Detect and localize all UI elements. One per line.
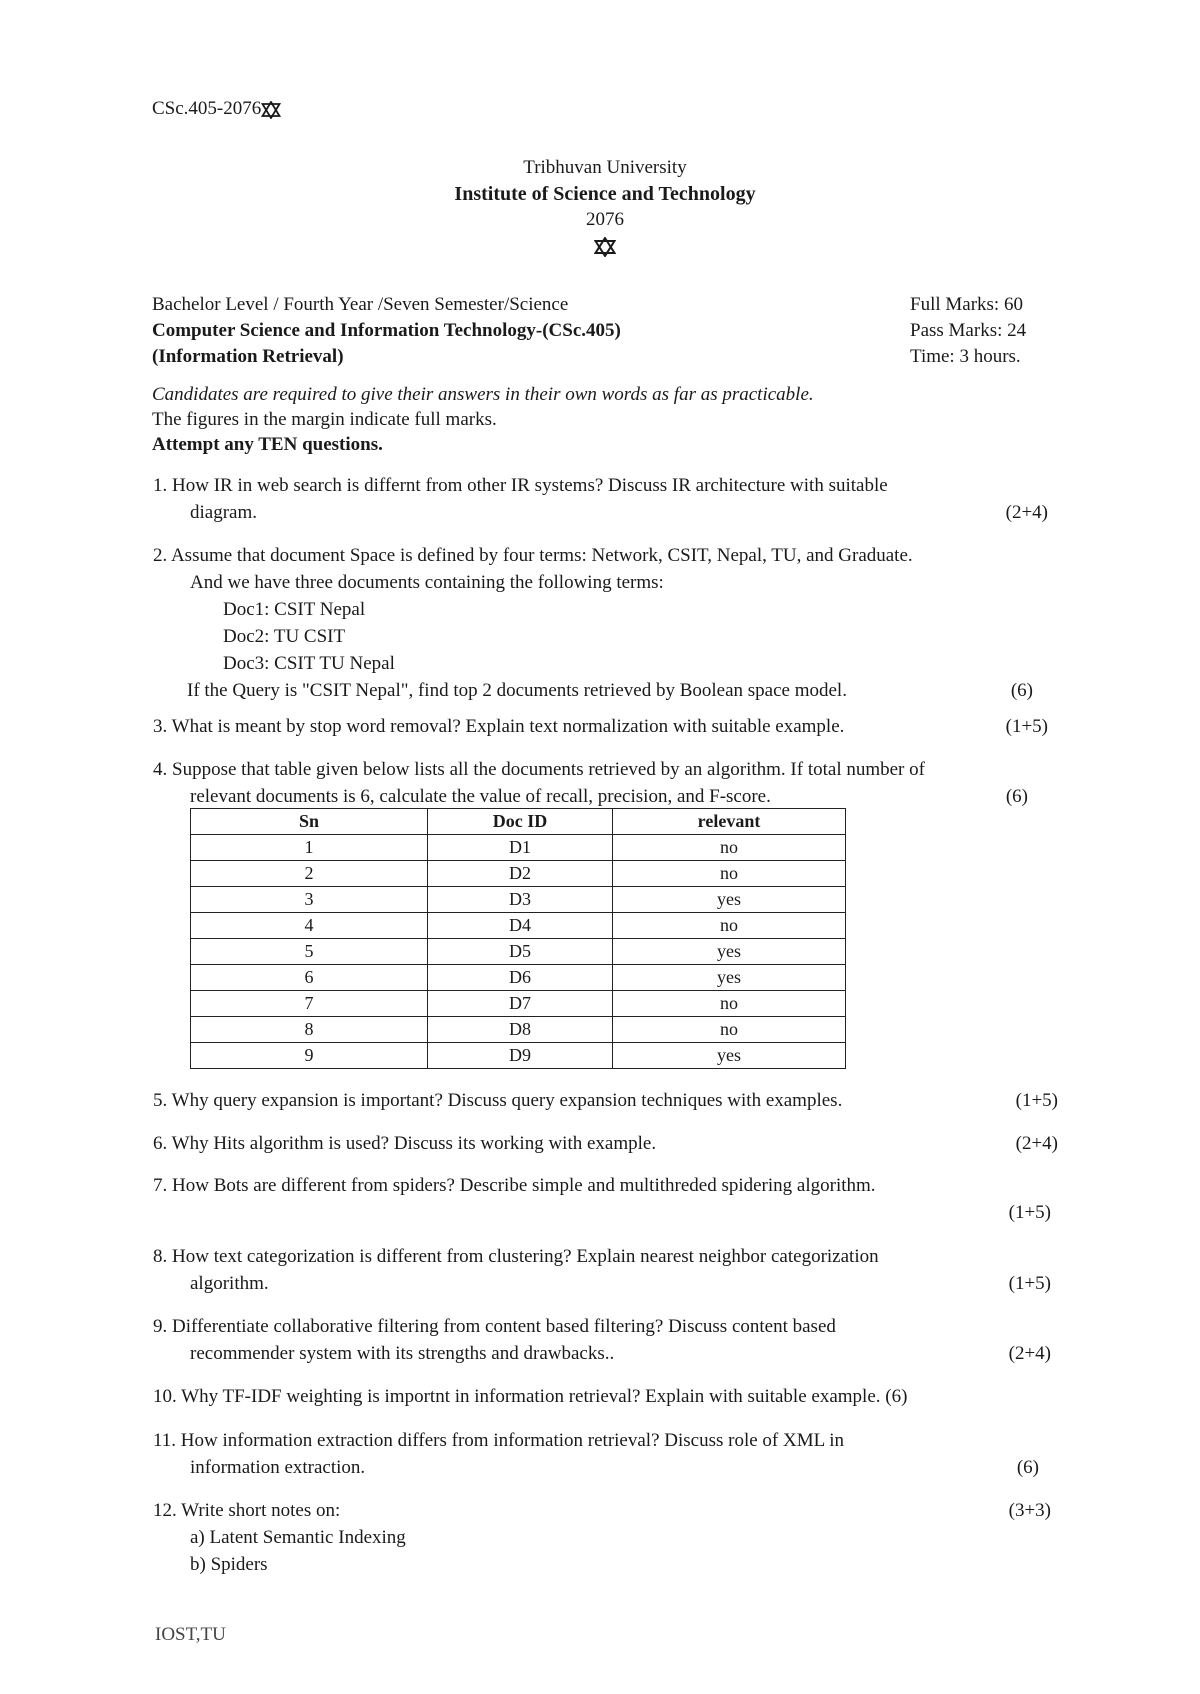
question-text: 3. What is meant by stop word removal? Explain text normalization with suitable example. [153,716,845,737]
question-marks: (1+5) [1005,716,1048,737]
university-name: Tribhuvan University [523,157,687,178]
table-cell: yes [613,939,846,965]
column-header: Doc ID [428,809,613,835]
institute-name: Institute of Science and Technology [454,183,756,205]
full-marks: Full Marks: 60 [910,294,1023,315]
table-row [191,835,846,861]
table-cell: D7 [428,991,613,1017]
question-marks: (1+5) [1015,1090,1058,1111]
table-row [191,991,846,1017]
table-cell: no [613,1017,846,1043]
question-text: 7. How Bots are different from spiders? Describe simple and multithreded spidering algorithm. [153,1175,876,1196]
question-12 [153,1497,1051,1578]
table-row [191,861,846,887]
table-cell: 9 [191,1043,428,1069]
table-cell: D9 [428,1043,613,1069]
question-line [153,1199,1051,1226]
table-cell: yes [613,965,846,991]
question-text-cont [153,783,1058,810]
question-text: If the Query is "CSIT Nepal", find top 2 documents retrieved by Boolean space model. [187,680,847,701]
question-7 [153,1172,1051,1226]
instructions [152,382,814,457]
header-block [0,155,1200,263]
table-row [191,965,846,991]
question-text-cont [153,499,1048,526]
question-text: 8. How text categorization is different from clustering? Explain nearest neighbor categorization [153,1246,879,1267]
table-row [191,1043,846,1069]
table-cell: no [613,861,846,887]
question-6 [153,1130,1058,1157]
question-text: 5. Why query expansion is important? Discuss query expansion techniques with examples. [153,1090,843,1111]
question-text-cont [153,1454,1051,1481]
sub-question: b) Spiders [190,1554,268,1575]
question-text: information extraction. [190,1457,366,1478]
table-cell: 8 [191,1017,428,1043]
question-marks: (1+5) [1008,1273,1051,1294]
table-cell: D1 [428,835,613,861]
table-row [191,939,846,965]
question-text: 1. How IR in web search is differnt from other IR systems? Discuss IR architecture with suitable [153,475,888,496]
table-cell: 4 [191,913,428,939]
course-info [152,292,621,370]
marks-info [910,292,1026,370]
question-marks: (6) [885,1386,908,1407]
instruction-line-3: Attempt any TEN questions. [152,434,383,455]
star-of-david-icon [261,101,281,119]
question-9 [153,1313,1051,1367]
question-text: 9. Differentiate collaborative filtering from content based filtering? Discuss content based [153,1316,836,1337]
question-10 [153,1383,1051,1410]
question-marks: (6) [1005,786,1028,807]
question-text: 12. Write short notes on: [153,1500,341,1521]
instruction-line-1: Candidates are required to give their answers in their own words as far as practicable. [152,384,814,405]
question-line [153,1497,1051,1524]
column-header: Sn [191,809,428,835]
instruction-line-2: The figures in the margin indicate full marks. [152,409,497,430]
question-line [153,1383,1051,1410]
doc-line: Doc2: TU CSIT [223,626,346,647]
table-header-row [191,809,846,835]
table-cell: D4 [428,913,613,939]
question-marks: (6) [1016,1457,1039,1478]
question-text: 4. Suppose that table given below lists all the documents retrieved by an algorithm. If total number of [153,759,925,780]
table-cell: no [613,835,846,861]
question-text: diagram. [190,502,258,523]
table-row [191,1017,846,1043]
table-cell: yes [613,887,846,913]
table-cell: D6 [428,965,613,991]
table-cell: no [613,991,846,1017]
doc-line: Doc1: CSIT Nepal [223,599,366,620]
course-program: Computer Science and Information Technology-(CSc.405) [152,320,621,341]
table-cell: 3 [191,887,428,913]
course-level: Bachelor Level / Fourth Year /Seven Semester/Science [152,294,569,315]
question-text: recommender system with its strengths and drawbacks.. [190,1343,615,1364]
question-8 [153,1243,1051,1297]
table-cell: 5 [191,939,428,965]
table-cell: 2 [191,861,428,887]
question-text-cont [153,1270,1051,1297]
table-row [191,913,846,939]
star-of-david-icon [594,237,616,257]
paper-code [152,98,281,120]
question-5 [153,1087,1058,1114]
table-cell: 6 [191,965,428,991]
question-2 [153,542,1048,704]
question-text-cont [153,677,1048,704]
question-text: 11. How information extraction differs from information retrieval? Discuss role of XML in [153,1430,845,1451]
question-marks: (2+4) [1005,502,1048,523]
question-marks: (2+4) [1015,1133,1058,1154]
table-cell: D3 [428,887,613,913]
footer-text: IOST,TU [155,1624,226,1645]
table-cell: no [613,913,846,939]
exam-time: Time: 3 hours. [910,346,1021,367]
question-marks: (1+5) [1008,1202,1051,1223]
question-line [153,1130,1058,1157]
question-text: 6. Why Hits algorithm is used? Discuss its working with example. [153,1133,657,1154]
question-line [153,1087,1058,1114]
question-4 [153,756,1058,810]
table-cell: 7 [191,991,428,1017]
pass-marks: Pass Marks: 24 [910,320,1027,341]
question-3 [153,713,1048,740]
course-subject: (Information Retrieval) [152,346,344,367]
question-text: 2. Assume that document Space is defined by four terms: Network, CSIT, Nepal, TU, and Graduate. [153,545,913,566]
question-marks: (2+4) [1008,1343,1051,1364]
column-header: relevant [613,809,846,835]
table-cell: D5 [428,939,613,965]
question-marks: (3+3) [1008,1500,1051,1521]
question-text: And we have three documents containing the following terms: [190,572,664,593]
question-marks: (6) [1010,680,1033,701]
question-11 [153,1427,1051,1481]
question-line [153,713,1048,740]
question-text: relevant documents is 6, calculate the value of recall, precision, and F-score. [190,786,771,807]
table-cell: yes [613,1043,846,1069]
exam-year: 2076 [586,209,624,230]
paper-code-text: CSc.405-2076 [152,98,262,119]
relevance-table [190,808,846,1069]
question-text: 10. Why TF-IDF weighting is importnt in information retrieval? Explain with suitable example. [153,1386,881,1407]
table-cell: D8 [428,1017,613,1043]
table-cell: D2 [428,861,613,887]
sub-question: a) Latent Semantic Indexing [190,1527,406,1548]
question-1 [153,472,1048,526]
question-text-cont [153,1340,1051,1367]
table-row [191,887,846,913]
table-cell: 1 [191,835,428,861]
question-text: algorithm. [190,1273,269,1294]
doc-line: Doc3: CSIT TU Nepal [223,653,395,674]
